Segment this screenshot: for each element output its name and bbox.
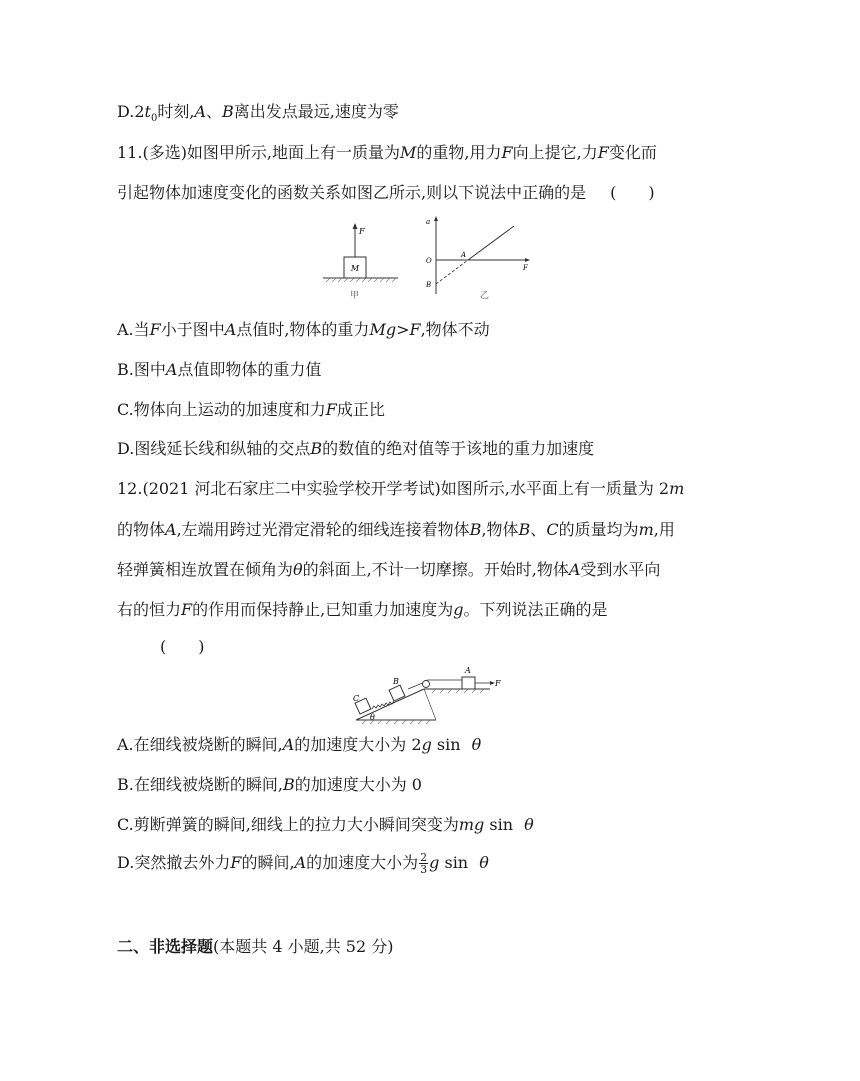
q12-figure — [348, 662, 518, 726]
section-2-heading: 二、非选择题(本题共 4 小题,共 52 分) — [117, 937, 394, 956]
svg-text:a: a — [426, 218, 431, 226]
pulley-icon — [423, 681, 430, 688]
q11-answer-paren: ( ) — [610, 183, 655, 202]
q12-stem-line1: 12.(2021 河北石家庄二中实验学校开学考试)如图所示,水平面上有一质量为 2m — [117, 479, 685, 498]
q12-answer-paren: ( ) — [160, 637, 205, 656]
svg-text:B: B — [393, 677, 399, 686]
figure-yi — [425, 216, 530, 301]
q11-option-c: C.物体向上运动的加速度和力F成正比 — [117, 400, 385, 419]
fraction-two-thirds: $\frac{2}{3}$ — [420, 851, 428, 876]
svg-text:F: F — [523, 264, 528, 272]
q12-stem-line4: 右的恒力F的作用而保持静止,已知重力加速度为g。下列说法正确的是 — [117, 600, 608, 619]
force-arrow-icon — [353, 223, 358, 229]
a-axis-arrow-icon — [434, 216, 438, 221]
svg-text:A: A — [461, 251, 467, 259]
q10-option-d: $D.2t_0$时刻,A、B离出发点最远,速度为零 — [117, 102, 399, 125]
svg-text:C: C — [353, 694, 360, 703]
f-axis-arrow-icon — [525, 258, 530, 262]
q12-option-c: C.剪断弹簧的瞬间,细线上的拉力大小瞬间突变为mg sin θ — [117, 815, 534, 834]
q12-option-d: D.突然撤去外力F的瞬间,A的加速度大小为 $\frac{2}{3}$ g sin θ — [117, 851, 489, 876]
svg-text:A: A — [465, 666, 471, 675]
svg-text:M: M — [350, 264, 360, 273]
svg-text:F: F — [359, 227, 365, 236]
q11-stem-line1: 11.(多选)如图甲所示,地面上有一质量为M的重物,用力F向上提它,力F变化而 — [117, 143, 657, 162]
q11-option-d: D.图线延长线和纵轴的交点B的数值的绝对值等于该地的重力加速度 — [117, 439, 595, 458]
svg-text:B: B — [426, 281, 432, 289]
svg-text:甲: 甲 — [350, 291, 360, 301]
q11-stem-line2: 引起物体加速度变化的函数关系如图乙所示,则以下说法中正确的是 ( ) — [117, 183, 655, 202]
q12-stem-line2: 的物体A,左端用跨过光滑定滑轮的细线连接着物体B,物体B、C的质量均为m,用 — [117, 520, 675, 539]
svg-text:F: F — [495, 679, 501, 688]
q12-stem-line3: 轻弹簧相连放置在倾角为θ的斜面上,不计一切摩擦。开始时,物体A受到水平向 — [117, 560, 661, 579]
q12-option-b: B.在细线被烧断的瞬间,B的加速度大小为 0 — [117, 775, 422, 794]
figure-jia — [323, 223, 398, 301]
q11-figures — [318, 212, 548, 304]
q11-option-a: A.当F小于图中A点值时,物体的重力Mg>F,物体不动 — [117, 320, 490, 339]
block-a — [462, 677, 475, 689]
svg-text:乙: 乙 — [480, 291, 490, 301]
svg-text:O: O — [426, 257, 432, 265]
svg-text:θ: θ — [370, 713, 375, 722]
q11-option-b: B.图中A点值即物体的重力值 — [117, 360, 322, 379]
q12-option-a: A.在细线被烧断的瞬间,A的加速度大小为 2g sin θ — [117, 735, 482, 754]
